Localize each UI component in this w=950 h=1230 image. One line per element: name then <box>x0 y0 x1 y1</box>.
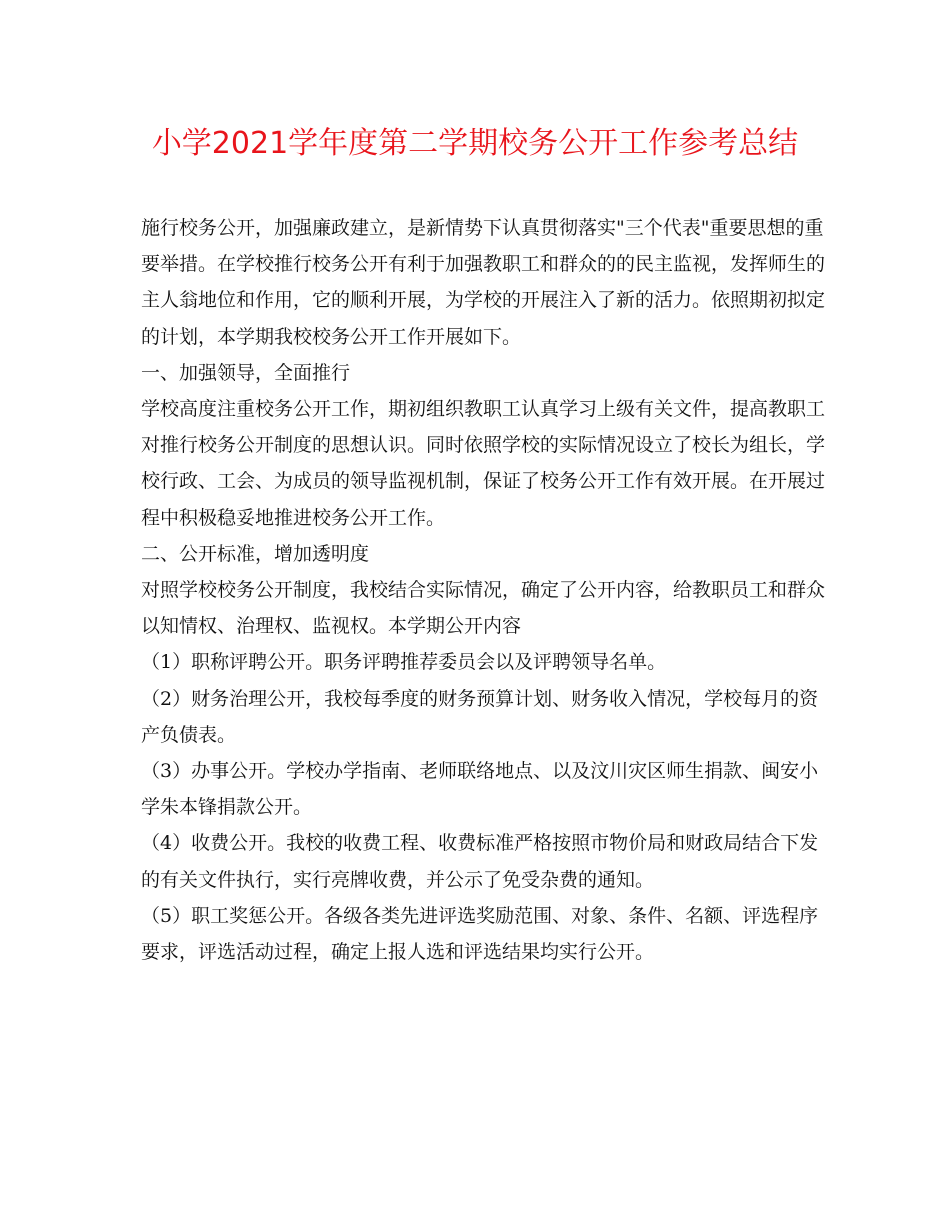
list-item-3: （3）办事公开。学校办学指南、老师联络地点、以及汶川灾区师生捐款、闽安小学朱本锋捐款公开。 <box>141 760 819 819</box>
section-heading-2: 二、公开标准，增加透明度 <box>141 542 370 565</box>
paragraph-section-2: 对照学校校务公开制度，我校结合实际情况，确定了公开内容，给教职员工和群众以知情权、治理权、监视权。本学期公开内容 <box>141 579 826 638</box>
document-title: 小学2021学年度第二学期校务公开工作参考总结 <box>151 126 799 161</box>
list-item-5: （5）职工奖惩公开。各级各类先进评选奖励范围、对象、条件、名额、评选程序要求，评选活动过程，确定上报人选和评选结果均实行公开。 <box>141 904 819 964</box>
list-item-2: （2）财务治理公开，我校每季度的财务预算计划、财务收入情况，学校每月的资产负债表。 <box>141 687 819 746</box>
list-item-4: （4）收费公开。我校的收费工程、收费标准严格按照市物价局和财政局结合下发的有关文件执行，实行亮牌收费，并公示了免受杂费的通知。 <box>141 832 819 891</box>
section-heading-1: 一、加强领导，全面推行 <box>141 361 351 384</box>
paragraph-intro: 施行校务公开，加强廉政建立，是新情势下认真贯彻落实"三个代表"重要思想的重要举措。在学校推行校务公开有利于加强教职工和群众的的民主监视，发挥师生的主人翁地位和作用，它的顺利开展，为学校的开展注入了新的活力。依照期初拟定的计划，本学期我校校务公开工作开展如下。 <box>141 217 826 348</box>
list-item-1: （1）职称评聘公开。职务评聘推荐委员会以及评聘领导名单。 <box>141 651 667 674</box>
document-body <box>141 210 831 970</box>
paragraph-section-1: 学校高度注重校务公开工作，期初组织教职工认真学习上级有关文件，提高教职工对推行校务公开制度的思想认识。同时依照学校的实际情况设立了校长为组长，学校行政、工会、为成员的领导监视机制，保证了校务公开工作有效开展。在开展过程中积极稳妥地推进校务公开工作。 <box>141 398 826 529</box>
